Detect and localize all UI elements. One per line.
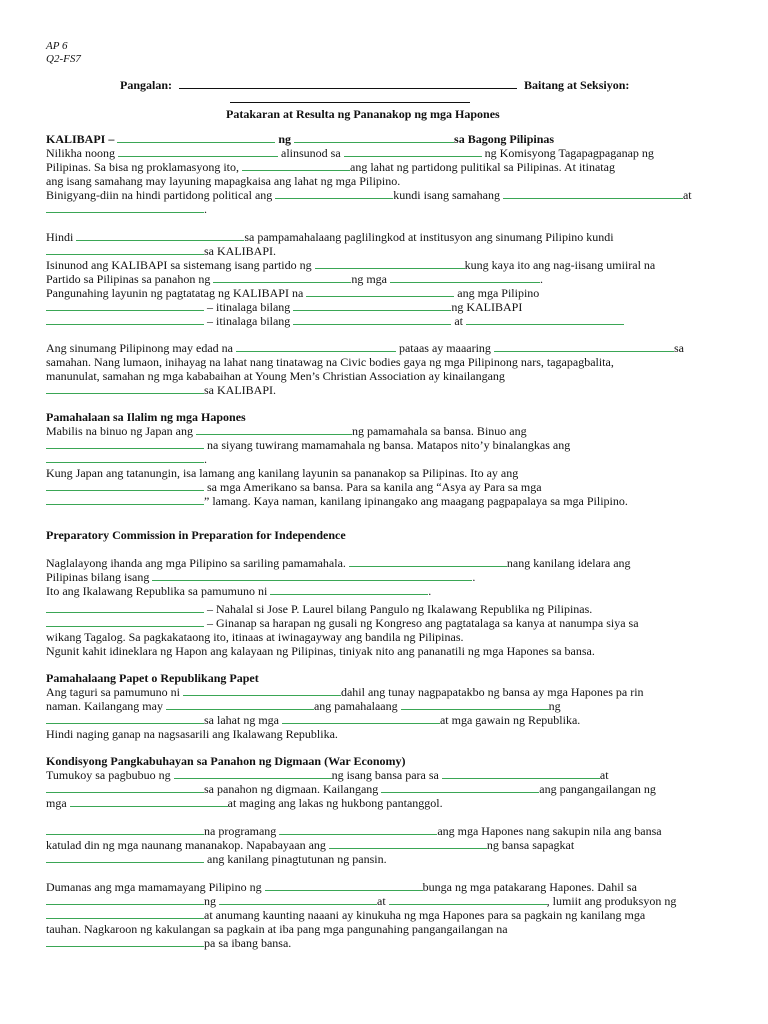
blank-field[interactable] [442, 768, 600, 779]
quarter-code: Q2-FS7 [46, 53, 81, 65]
blank-field[interactable] [46, 908, 204, 919]
blank-field[interactable] [329, 838, 487, 849]
text-line: Tumukoy sa pagbubuo ng ng isang bansa para sa at [46, 768, 609, 782]
text-line: Isinunod ang KALIBAPI sa sistemang isang partido ng kung kaya ito ang nag-iisang umiiral na [46, 258, 656, 272]
text-line: pa sa ibang bansa. [46, 936, 723, 950]
text-line: Pangunahing layunin ng pagtatatag ng KALIBAPI na ang mga Pilipino [46, 286, 540, 300]
text-line: sa KALIBAPI. [46, 383, 723, 397]
blank-field[interactable] [381, 782, 539, 793]
text-line: sa mga Amerikano sa bansa. Para sa kanila ang “Asya ay Para sa mga [46, 480, 723, 494]
blank-field[interactable] [265, 880, 423, 891]
text-line: – itinalaga bilang ng KALIBAPI [46, 300, 723, 314]
blank-field[interactable] [117, 132, 275, 143]
text-line: Ang sinumang Pilipinong may edad na pataas ay maaaring sa [46, 341, 684, 355]
blank-field[interactable] [46, 824, 204, 835]
text-line: Naglalayong ihanda ang mga Pilipino sa sariling pamamahala. nang kanilang idelara ang [46, 556, 631, 570]
heading-commission: Preparatory Commission in Preparation for Independence [46, 528, 346, 542]
text-line: samahan. Nang lumaon, inihayag na lahat nang tinatawag na Civic bodies gaya ng mga Pilipinong nars, tagapagbalita, [46, 355, 614, 369]
text-line: tauhan. Nagkaroon ng kakulangan sa pagkain at iba pang mga pangunahing pangangailangan na [46, 922, 508, 936]
blank-field[interactable] [279, 824, 437, 835]
text-line: at anumang kaunting naaani ay kinukuha ng mga Hapones para sa pagkain ng kanilang mga [46, 908, 723, 922]
blank-field[interactable] [46, 244, 204, 255]
text-line: Dumanas ang mga mamamayang Pilipino ng bunga ng mga patakarang Hapones. Dahil sa [46, 880, 637, 894]
text-line: sa KALIBAPI. [46, 244, 723, 258]
heading-pamahalaan: Pamahalaan sa Ilalim ng mga Hapones [46, 410, 246, 424]
blank-field[interactable] [46, 480, 204, 491]
blank-field[interactable] [118, 146, 278, 157]
text-line: katulad din ng mga naunang mananakop. Napabayaan ang ng bansa sapagkat [46, 838, 575, 852]
blank-field[interactable] [401, 699, 549, 710]
text-line: Pilipinas. Sa bisa ng proklamasyong ito, ang lahat ng partidong pulitikal sa Pilipinas. At itinatag [46, 160, 615, 174]
text-line: Ang taguri sa pamumuno ni dahil ang tunay nagpapatakbo ng bansa ay mga Hapones pa rin [46, 685, 644, 699]
blank-field[interactable] [46, 616, 204, 627]
blank-field[interactable] [46, 494, 204, 505]
section-field-line [230, 92, 470, 106]
blank-field[interactable] [503, 188, 683, 199]
blank-field[interactable] [183, 685, 341, 696]
blank-field[interactable] [152, 570, 472, 581]
text-line: Nilikha noong alinsunod sa ng Komisyong Tagapagpaganap ng [46, 146, 654, 160]
text-line: . [46, 202, 723, 216]
blank-field[interactable] [390, 272, 540, 283]
text-line: Ito ang Ikalawang Republika sa pamumuno ni . [46, 584, 432, 598]
blank-field[interactable] [213, 272, 351, 283]
blank-field[interactable] [315, 258, 465, 269]
text-line: na programang ang mga Hapones nang sakupin nila ang bansa [46, 824, 723, 838]
blank-field[interactable] [349, 556, 507, 567]
blank-field[interactable] [46, 300, 204, 311]
text-line: Mabilis na binuo ng Japan ang ng pamamahala sa bansa. Binuo ang [46, 424, 527, 438]
text-line: . [46, 452, 723, 466]
blank-field[interactable] [46, 452, 204, 463]
text-line: na siyang tuwirang mamamahala ng bansa. Matapos nito’y binalangkas ang [46, 438, 723, 452]
text-line: manunulat, samahan ng mga kababaihan at Young Men’s Christian Association ay kinailangang [46, 369, 505, 383]
blank-field[interactable] [46, 602, 204, 613]
blank-field[interactable] [70, 796, 228, 807]
blank-field[interactable] [46, 852, 204, 863]
text-line: sa panahon ng digmaan. Kailangang ang pangangailangan ng [46, 782, 723, 796]
text-line: sa lahat ng mga at mga gawain ng Republika. [46, 713, 723, 727]
text-line: Pilipinas bilang isang . [46, 570, 476, 584]
heading-war-economy: Kondisyong Pangkabuhayan sa Panahon ng Digmaan (War Economy) [46, 754, 406, 768]
text-line: naman. Kailangang may ang pamahalaang ng [46, 699, 561, 713]
blank-field[interactable] [76, 230, 244, 241]
blank-field[interactable] [282, 713, 440, 724]
blank-field[interactable] [174, 768, 332, 779]
text-line: ng at , lumiit ang produksyon ng [46, 894, 723, 908]
subject-code: AP 6 [46, 40, 68, 52]
blank-field[interactable] [46, 383, 204, 394]
blank-field[interactable] [219, 894, 377, 905]
heading-kalibapi: KALIBAPI – ng sa Bagong Pilipinas [46, 132, 555, 146]
page-title: Patakaran at Resulta ng Pananakop ng mga Hapones [226, 107, 500, 121]
blank-field[interactable] [46, 202, 204, 213]
text-line: – Nahalal si Jose P. Laurel bilang Pangulo ng Ikalawang Republika ng Pilipinas. [46, 602, 723, 616]
blank-field[interactable] [46, 936, 204, 947]
text-line: ” lamang. Kaya naman, kanilang ipinangako ang maagang pagpapalaya sa mga Pilipino. [46, 494, 723, 508]
blank-field[interactable] [306, 286, 454, 297]
text-line: ang isang samahang may layuning mapagkaisa ang lahat ng mga Pilipino. [46, 174, 401, 188]
text-line: mga at maging ang lakas ng hukbong pantanggol. [46, 796, 443, 810]
blank-field[interactable] [275, 188, 393, 199]
blank-field[interactable] [242, 160, 350, 171]
blank-field[interactable] [344, 146, 482, 157]
student-info-row [120, 78, 720, 92]
blank-field[interactable] [46, 438, 204, 449]
blank-field[interactable] [293, 300, 451, 311]
text-line: ang kanilang pinagtutunan ng pansin. [46, 852, 723, 866]
blank-field[interactable] [46, 894, 204, 905]
blank-field[interactable] [46, 713, 204, 724]
blank-field[interactable] [236, 341, 396, 352]
text-line: – itinalaga bilang at [46, 314, 723, 328]
blank-field[interactable] [46, 782, 204, 793]
text-line: Kung Japan ang tatanungin, isa lamang ang kanilang layunin sa pananakop sa Pilipinas. Ito ay ang [46, 466, 519, 480]
blank-field[interactable] [196, 424, 352, 435]
blank-field[interactable] [494, 341, 674, 352]
blank-field[interactable] [270, 584, 428, 595]
blank-field[interactable] [294, 132, 454, 143]
document-header [46, 40, 81, 66]
name-label: Pangalan: [120, 78, 173, 92]
blank-field[interactable] [46, 314, 204, 325]
section-label: Baitang at Seksiyon: [524, 78, 630, 92]
text-line: wikang Tagalog. Sa pagkakataong ito, itinaas at iwinagayway ang bandila ng Pilipinas. [46, 630, 464, 644]
text-line: – Ginanap sa harapan ng gusali ng Kongreso ang pagtatalaga sa kanya at nanumpa siya sa [46, 616, 723, 630]
heading-papet: Pamahalaang Papet o Republikang Papet [46, 671, 259, 685]
text-line: Hindi naging ganap na nagsasarili ang Ikalawang Republika. [46, 727, 338, 741]
text-line: Binigyang-diin na hindi partidong political ang kundi isang samahang at [46, 188, 692, 202]
text-line: Hindi sa pampamahalaang paglilingkod at institusyon ang sinumang Pilipino kundi [46, 230, 614, 244]
section-field[interactable] [230, 92, 470, 103]
blank-field[interactable] [166, 699, 314, 710]
text-line: Partido sa Pilipinas sa panahon ng ng mga . [46, 272, 543, 286]
name-field[interactable] [179, 78, 517, 89]
text-line: Ngunit kahit idineklara ng Hapon ang kalayaan ng Pilipinas, tiniyak nito ang pananatili ng mga Hapones sa bansa. [46, 644, 595, 658]
blank-field[interactable] [389, 894, 547, 905]
blank-field[interactable] [293, 314, 451, 325]
blank-field[interactable] [466, 314, 624, 325]
